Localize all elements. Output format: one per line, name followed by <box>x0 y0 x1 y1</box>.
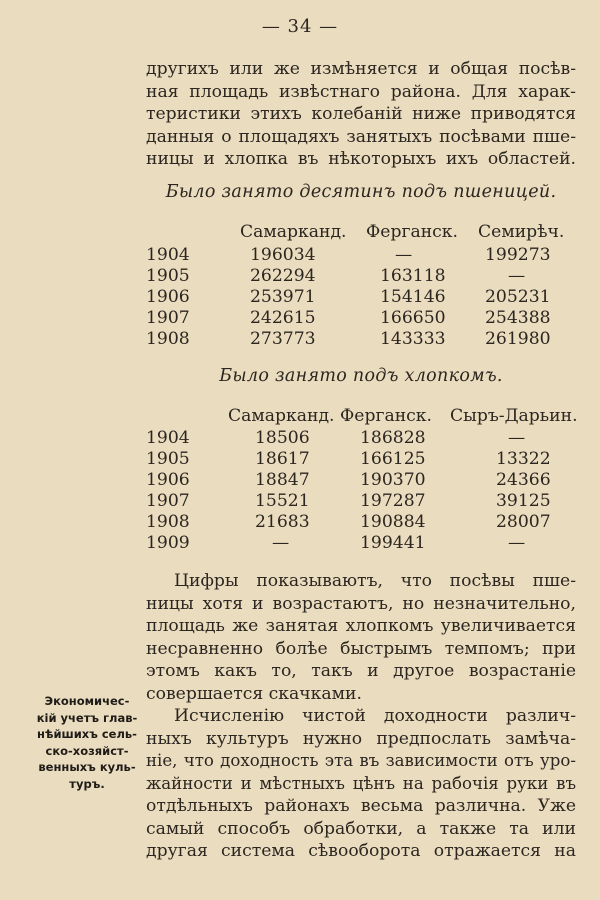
table-cell: 39125 <box>496 491 551 511</box>
text-line: другая система сѣвооборота отражается на <box>146 841 576 861</box>
table-cell: — <box>508 533 526 553</box>
table-cell: 21683 <box>255 512 310 532</box>
table-cell: 242615 <box>250 308 316 328</box>
column-header: Ферганск. <box>340 406 432 426</box>
text-line: совершается скачками. <box>146 683 362 704</box>
text-line: ніе, что доходность эта въ зависимости отъ уро- <box>146 751 576 770</box>
text-line: Исчисленію чистой доходности различ- <box>174 706 576 726</box>
cotton-table-caption: Было занято подъ хлопкомъ. <box>219 366 503 386</box>
wheat-table-caption: Было занято десятинъ подъ пшеницей. <box>165 182 557 202</box>
paragraph-2 <box>146 570 576 705</box>
text-line: ныхъ культуръ нужно предпослать замѣча- <box>146 728 576 749</box>
paragraph-3 <box>146 705 576 863</box>
table-cell: 166125 <box>360 449 426 469</box>
table-row-year: 1906 <box>146 470 190 490</box>
table-cell: 190370 <box>360 470 426 490</box>
table-row-year: 1907 <box>146 491 190 511</box>
table-cell: 18847 <box>255 470 310 490</box>
table-cell: 18617 <box>255 449 310 469</box>
table-cell: 205231 <box>485 287 551 307</box>
table-cell: 24366 <box>496 470 551 490</box>
table-cell: 163118 <box>380 266 446 286</box>
margin-note-line: ско-хозяйст- <box>45 743 129 758</box>
text-line: ницы хотя и возрастаютъ, но незначительно, <box>146 593 576 614</box>
table-cell: — <box>272 533 290 553</box>
table-row-year: 1906 <box>146 287 190 307</box>
table-cell: — <box>508 428 526 448</box>
text-line: жайности и мѣстныхъ цѣнъ на рабочія руки въ <box>146 773 576 793</box>
table-cell: 199441 <box>360 533 426 553</box>
table-cell: 15521 <box>255 491 310 511</box>
table-row-year: 1907 <box>146 308 190 328</box>
table-row-year: 1904 <box>146 428 190 448</box>
table-row-year: 1904 <box>146 245 190 265</box>
table-cell: 254388 <box>485 308 551 328</box>
margin-note-line: нѣйшихъ сель- <box>37 727 137 741</box>
table-cell: 186828 <box>360 428 426 448</box>
table-cell: 166650 <box>380 308 446 328</box>
text-line: ная площадь извѣстнаго района. Для харак- <box>146 81 576 102</box>
text-line: теристики этихъ колебаній ниже приводятся <box>146 104 576 124</box>
table-row-year: 1909 <box>146 533 190 553</box>
column-header: Сыръ-Дарьин. <box>450 406 578 426</box>
table-cell: 190884 <box>360 512 426 532</box>
table-cell: — <box>395 245 413 265</box>
margin-note <box>32 693 142 792</box>
table-cell: 28007 <box>496 512 551 532</box>
table-cell: 143333 <box>380 329 446 349</box>
text-line: несравненно болѣе быстрымъ темпомъ; при <box>146 638 576 659</box>
table-cell: 154146 <box>380 287 446 307</box>
page-number: — 34 — <box>261 16 339 37</box>
text-line: этомъ какъ то, такъ и другое возрастаніе <box>146 661 576 681</box>
text-line: площадь же занятая хлопкомъ увеличивается <box>146 616 576 636</box>
text-line: самый способъ обработки, а также та или <box>146 818 576 839</box>
text-line: данныя о площадяхъ занятыхъ посѣвами пше- <box>146 126 576 147</box>
text-line: отдѣльныхъ районахъ весьма различна. Уже <box>146 796 576 816</box>
table-cell: 18506 <box>255 428 310 448</box>
table-cell: 262294 <box>250 266 316 286</box>
margin-note-line: кій учетъ глав- <box>36 710 138 725</box>
table-row-year: 1908 <box>146 329 190 349</box>
column-header: Семирѣч. <box>478 222 565 242</box>
paragraph-1 <box>146 58 576 171</box>
table-cell: 199273 <box>485 245 551 265</box>
column-header: Самарканд. <box>228 406 335 426</box>
text-line: Цифры показываютъ, что посѣвы пше- <box>174 571 576 591</box>
margin-note-line: туръ. <box>69 776 105 791</box>
margin-note-line: Экономичес- <box>44 694 130 708</box>
table-cell: 261980 <box>485 329 551 349</box>
table-row-year: 1908 <box>146 512 190 532</box>
column-header: Самарканд. <box>240 222 347 242</box>
table-cell: 273773 <box>250 329 316 349</box>
table-cell: 196034 <box>250 245 316 265</box>
table-cell: 253971 <box>250 287 316 307</box>
table-row-year: 1905 <box>146 449 190 469</box>
table-cell: 197287 <box>360 491 426 511</box>
table-cell: 13322 <box>496 449 551 469</box>
table-row-year: 1905 <box>146 266 190 286</box>
margin-note-line: венныхъ куль- <box>38 760 136 774</box>
text-line: ницы и хлопка въ нѣкоторыхъ ихъ областей. <box>146 149 576 169</box>
table-cell: — <box>508 266 526 286</box>
column-header: Ферганск. <box>366 222 458 242</box>
text-line: другихъ или же измѣняется и общая посѣв- <box>146 59 576 79</box>
